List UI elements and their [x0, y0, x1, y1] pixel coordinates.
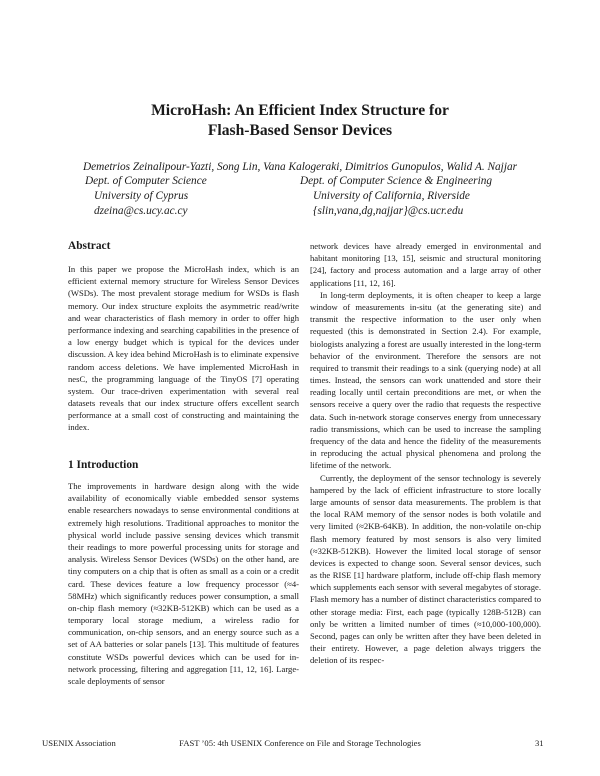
right-column	[310, 240, 541, 667]
affiliation-left-dept: Dept. of Computer Science	[85, 175, 207, 187]
right-paragraph-3: Currently, the deployment of the sensor technology is severely hampered by the lack of efficient infrastructure to store locally large amounts of sensor data measurements. The problem is that the local RAM memory of the sensor nodes is both volatile and very limited (≈2KB-64KB). In addition, the non-volatile on-chip flash memory featured by most sensors is also very limited (≈32KB-512KB). However the limited local storage of sensor devices is expected to change soon. Several sensor devices, such as the RISE [1] hardware platform, include off-chip flash memory which supplements each sensor with several megabytes of storage. Flash memory has a number of distinct characteristics compared to other storage media: First, each page (typically 128B-512B) can only be written a limited number of times (≈10,000-100,000). Second, pages can only be written after they have been deleted in their entirety. However, a page deletion always triggers the deletion of its respec-	[310, 472, 541, 666]
paper-title-line2: Flash-Based Sensor Devices	[207, 122, 393, 139]
abstract-paragraph: In this paper we propose the MicroHash index, which is an efficient external memory structure for Wireless Sensor Devices (WSDs). The most prevalent storage medium for WSDs is flash memory. Our index structure exploits the asymmetric read/write and wear characteristics of flash memory in order to offer high performance indexing and searching capabilities in the presence of a low energy budget which is typical for the devices under discussion. A key idea behind MicroHash is to eliminate expensive random access deletions. We have implemented MicroHash in nesC, the programming language of the TinyOS [7] operating system. Our trace-driven experimentation with several real datasets reveals that our index structure offers excellent search performance at a small cost of constructing and maintaining the index.	[68, 264, 299, 433]
right-paragraph-2: In long-term deployments, it is often cheaper to keep a large window of measurements in-situ (at the generating site) and transmit the respective information to the user only when requested (this is demonstrated in Section 2.4). For example, biologists analyzing a forest are usually interested in the long-term behavior of the environment. Therefore the sensors are not required to transmit their readings to a sink (querying node) at all times. Instead, the sensors can work unattended and store their reading locally until certain preconditions are met, or when the sensors receive a query over the radio that requests the respective data. Such in-network storage conserves energy from unnecessary radio transmissions, which can be used to increase the sampling frequency of the data and hence the fidelity of the measurements in reproducing the actual physical phenomena and prolong the lifetime of the network.	[310, 289, 541, 471]
affiliation-right-email: {slin,vana,dg,najjar}@cs.ucr.edu	[313, 205, 464, 217]
introduction-paragraph-1: The improvements in hardware design along with the wide availability of economically viable embedded sensor systems enable researchers nowadays to sense environmental conditions at extremely high resolutions. Traditional approaches to monitor the physical world include passive sensing devices which transmit their readings to more powerful processing units for storage and analysis. Wireless Sensor Devices (WSDs) on the other hand, are tiny computers on a chip that is often as small as a coin or a credit card. These devices feature a low frequency processor (≈4-58MHz) which significantly reduces power consumption, a small on-chip flash memory (≈32KB-512KB) which can be used as a temporary local storage medium, a wireless radio for communication, on-chip sensors, and an energy source such as a set of AA batteries or solar panels [13]. This multitude of features constitute WSDs powerful devices which can be used for in-network processing, filtering and aggregation [11, 12, 16]. Large-scale deployments of sensor	[68, 481, 299, 686]
affiliation-left-email: dzeina@cs.ucy.ac.cy	[94, 205, 188, 217]
affiliation-right	[300, 174, 560, 219]
paper-title-line1: MicroHash: An Efficient Index Structure for	[151, 102, 449, 119]
affiliation-right-dept: Dept. of Computer Science & Engineering	[300, 175, 493, 187]
right-paragraph-1: network devices have already emerged in environmental and habitant monitoring [13, 15], seismic and structural monitoring [24], factory and process automation and a large array of other applications [11, 12, 16].	[310, 241, 541, 288]
affiliation-left-university: University of Cyprus	[94, 190, 189, 202]
abstract-body	[68, 263, 299, 434]
affiliation-right-university: University of California, Riverside	[313, 190, 470, 202]
abstract-heading: Abstract	[68, 240, 111, 252]
footer-conference: FAST ’05: 4th USENIX Conference on File and Storage Technologies	[179, 738, 421, 748]
page-number: 31	[535, 738, 544, 748]
footer-publisher: USENIX Association	[42, 738, 116, 748]
affiliation-left	[85, 174, 285, 219]
introduction-body	[68, 480, 299, 687]
introduction-heading: 1 Introduction	[68, 459, 139, 471]
author-list: Demetrios Zeinalipour-Yazti, Song Lin, Vana Kalogeraki, Dimitrios Gunopulos, Walid A. Najjar	[82, 161, 517, 173]
